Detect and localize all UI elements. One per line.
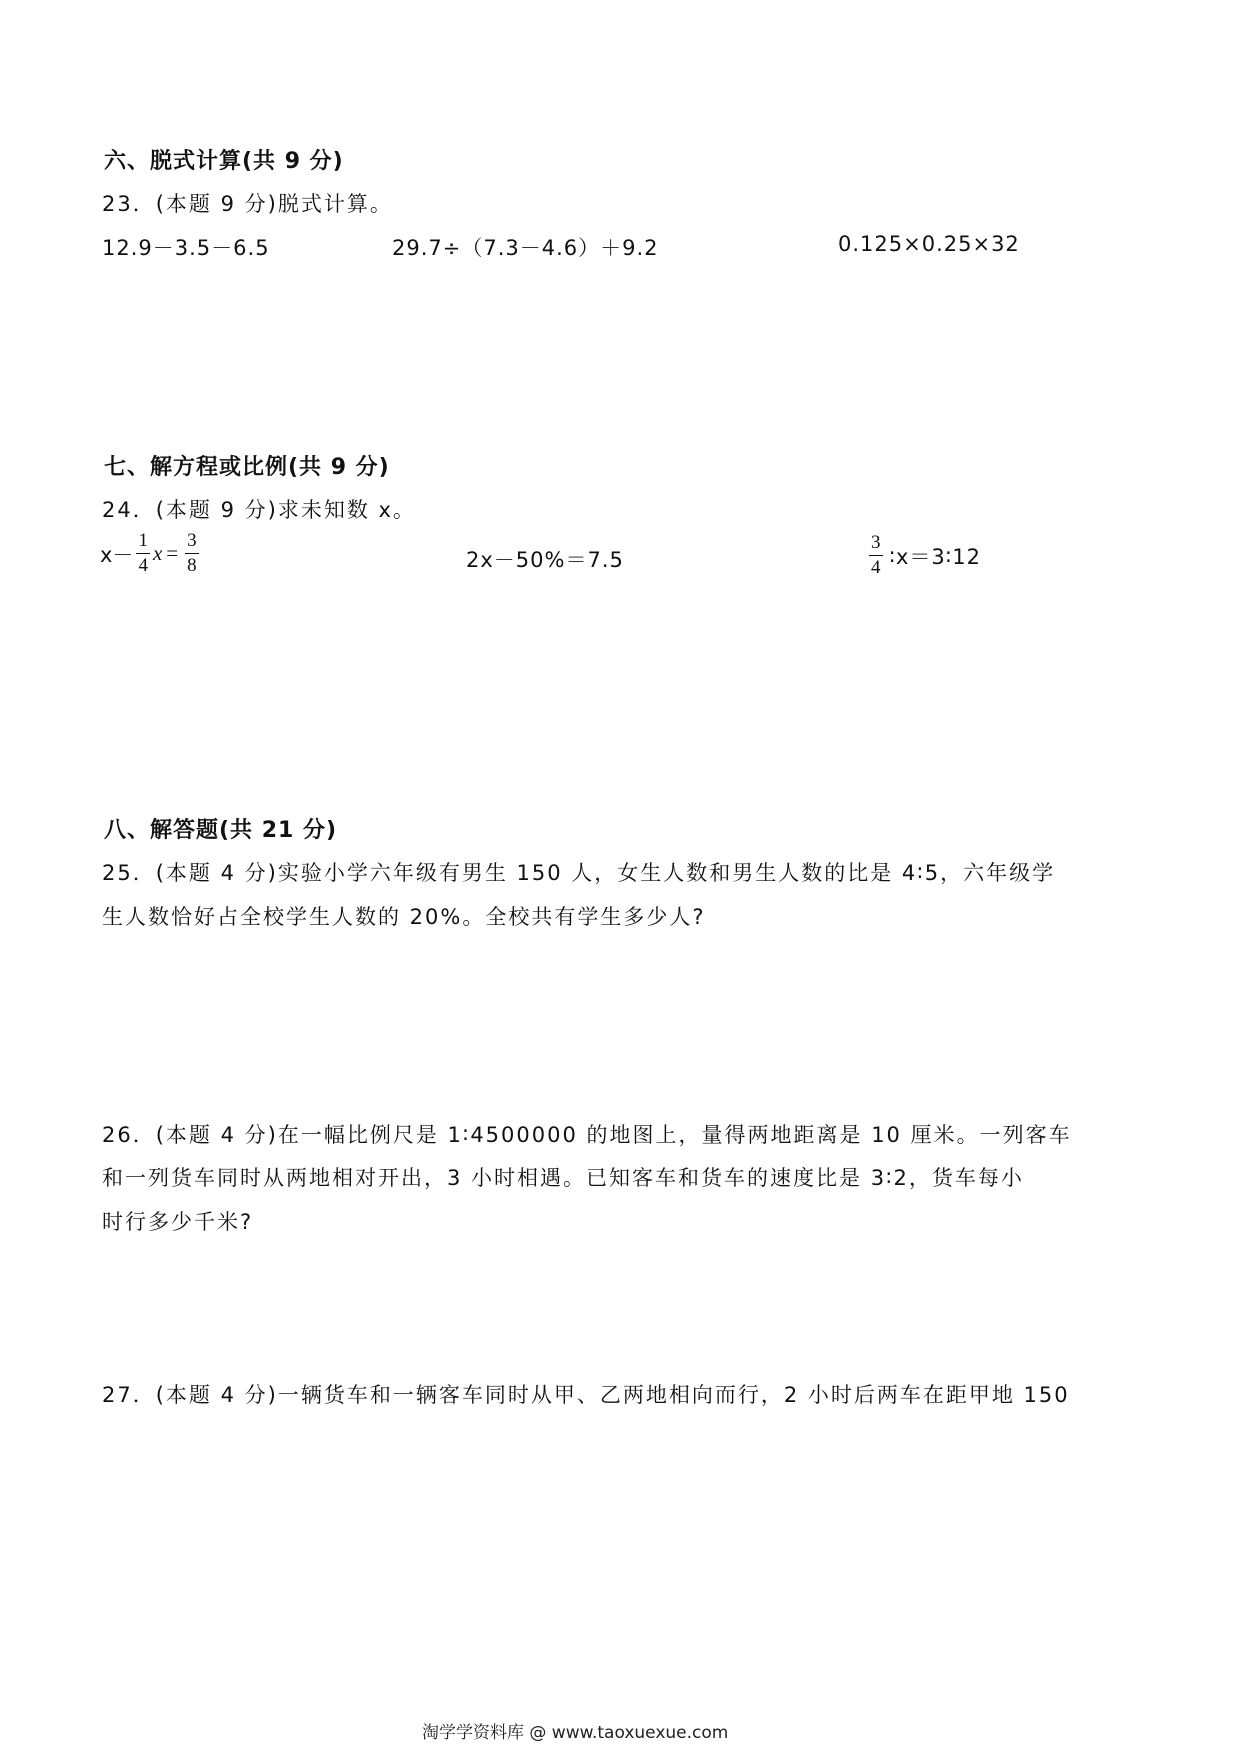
expression-2: 29.7÷（7.3－4.6）＋9.2 <box>392 236 659 260</box>
question-27-line-1: 27．(本题 4 分)一辆货车和一辆客车同时从甲、乙两地相向而行，2 小时后两车在距甲地 150 <box>102 1383 1070 1407</box>
fraction-numerator: 3 <box>185 530 199 554</box>
section-seven-heading: 七、解方程或比例(共 9 分) <box>104 455 390 480</box>
question-26-line-3: 时行多少千米? <box>102 1210 254 1234</box>
footer-watermark: 淘学学资料库 @ www.taoxuexue.com <box>422 1723 729 1743</box>
variable-x: x <box>152 541 163 565</box>
fraction-numerator: 3 <box>869 532 883 556</box>
fraction-denominator: 4 <box>138 555 148 576</box>
section-six-heading: 六、脱式计算(共 9 分) <box>104 149 344 174</box>
question-25-line-2: 生人数恰好占全校学生人数的 20%。全校共有学生多少人? <box>102 905 706 929</box>
fraction-denominator: 8 <box>187 555 197 576</box>
fraction-numerator: 1 <box>136 530 150 554</box>
fraction-denominator: 4 <box>871 557 881 578</box>
equals-sign: = <box>166 541 179 565</box>
question-26-line-1: 26．(本题 4 分)在一幅比例尺是 1∶4500000 的地图上，量得两地距离是 10 厘米。一列客车 <box>102 1123 1072 1147</box>
equation-2: 2x－50%＝7.5 <box>466 548 624 572</box>
equation-1 <box>100 530 202 577</box>
section-eight-heading: 八、解答题(共 21 分) <box>104 818 338 843</box>
fraction-three-eighths <box>185 530 199 577</box>
question-24: 24．(本题 9 分)求未知数 x。 <box>102 498 416 522</box>
question-23: 23．(本题 9 分)脱式计算。 <box>102 192 393 216</box>
equation-3 <box>866 532 981 579</box>
fraction-one-quarter <box>136 530 150 577</box>
equation-3-rest: ∶x＝3∶12 <box>889 544 981 569</box>
expression-1: 12.9－3.5－6.5 <box>102 236 270 260</box>
question-26-line-2: 和一列货车同时从两地相对开出，3 小时相遇。已知客车和货车的速度比是 3∶2，货车每小 <box>102 1166 1024 1190</box>
expression-3: 0.125×0.25×32 <box>838 232 1020 256</box>
question-25-line-1: 25．(本题 4 分)实验小学六年级有男生 150 人，女生人数和男生人数的比是 4∶5，六年级学 <box>102 861 1056 885</box>
fraction-three-quarters <box>869 532 883 579</box>
equation-1-lead: x－ <box>100 542 134 567</box>
